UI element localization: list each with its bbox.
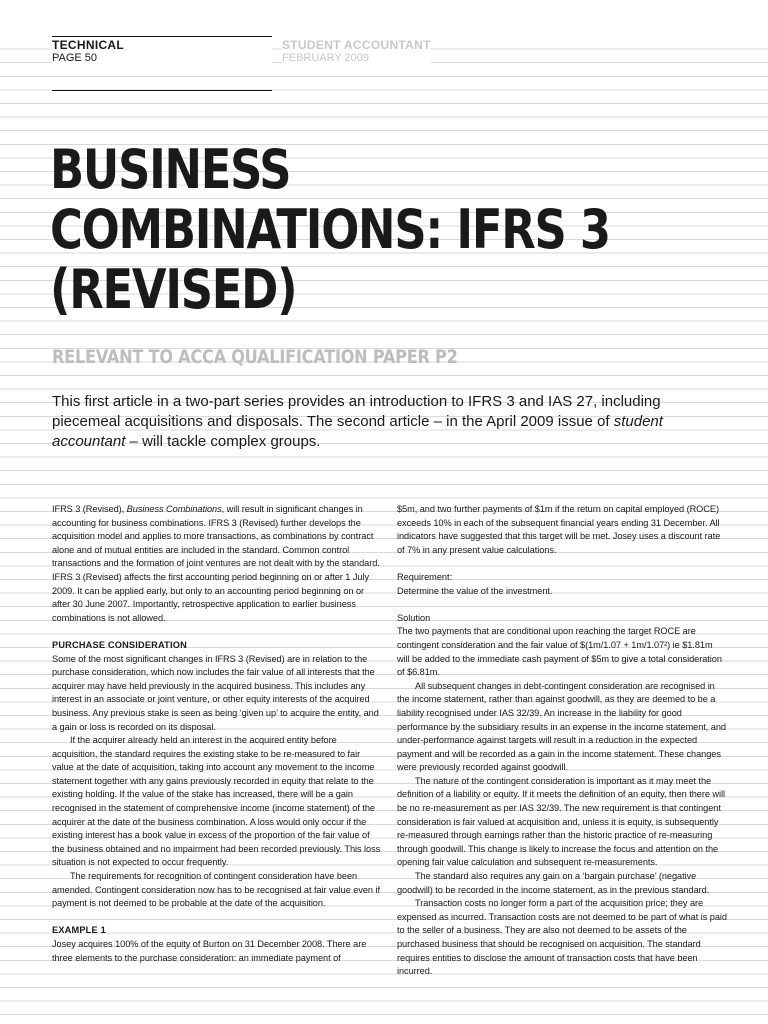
title-line-2: COMBINATIONS: IFRS 3 — [50, 198, 610, 261]
article-intro — [52, 392, 692, 452]
intro-publication-name: student accountant — [52, 413, 663, 450]
paragraph: Transaction costs no longer form a part of the acquisition price; they are expensed as incurred. Transaction costs are not deemed to be part of what is paid to the seller of a business. They are also not deemed to be assets of the purchased business that should be recognised on acquisition. The standard requires entities to disclose the amount of transaction costs that have been incurred. — [397, 898, 727, 977]
relevance-subtitle: RELEVANT TO ACCA QUALIFICATION PAPER P2 — [52, 346, 458, 368]
paragraph: Josey acquires 100% of the equity of Burton on 31 December 2008. There are three elements to the purchase consideration: an immediate payment of — [52, 939, 367, 963]
paragraph: Determine the value of the investment. — [397, 585, 553, 596]
section-label: TECHNICAL — [52, 38, 125, 52]
heading-requirement: Requirement: — [397, 571, 453, 582]
heading-purchase-consideration: PURCHASE CONSIDERATION — [52, 639, 187, 650]
title-line-1: BUSINESS — [50, 138, 291, 201]
paragraph: If the acquirer already held an interest in the acquired entity before acquisition, the standard requires the existing stake to be re-measured to fair value at the date of acquisition, taking into account any movement to the income statement together with any gains previously recorded in equity that relate to the existing holding. If the value of the stake has increased, there will be a gain recognised in the statement of comprehensive income (income statement) of the acquirer at the date of the business combination. A loss would only occur if the existing interest has a book value in excess of the proportion of the fair value of the business obtained and no impairment had been recorded previously. This loss situation is not expected to occur frequently. — [52, 735, 381, 868]
paragraph: The requirements for recognition of contingent consideration have been amended. Contingent consideration now has to be recognised at fair value even if payment is not deemed to be probable at the date of the acquisition. — [52, 871, 380, 909]
publication-block — [282, 36, 431, 64]
right-column — [397, 503, 727, 979]
left-column — [52, 503, 382, 965]
paragraph — [52, 503, 382, 625]
page-number: PAGE 50 — [52, 52, 98, 64]
issue-date: FEBRUARY 2009 — [282, 52, 370, 64]
paragraph: All subsequent changes in debt-contingent consideration are recognised in the income statement, rather than against goodwill, as they are deemed to be a liability recognised under IAS 32/39. An increase in the liability for good performance by the subsidiary results in an expense in the income statement, and under-performance against targets will result in a reduction in the expected payment and will be recorded as a gain in the income statement. These changes were previously recorded against goodwill. — [397, 680, 726, 773]
paragraph: The standard also requires any gain on a ‘bargain purchase’ (negative goodwill) to be recorded in the income statement, as in the previous standard. — [397, 871, 710, 895]
paragraph: The nature of the contingent consideration is important as it may meet the definition of a liability or equity. If it meets the definition of an equity, then there will be no re-measurement as per IAS 32/39. The new requirement is that contingent consideration is fair valued at acquisition and, unless it is equity, is subsequently re-measured through earnings rather than the historic practice of re-measuring through goodwill. This change is likely to increase the focus and attention on the opening fair value calculation and subsequent re-measurements. — [397, 775, 725, 868]
p1-standard-name: Business Combinations — [126, 504, 222, 514]
p1-text-a: IFRS 3 (Revised), — [52, 504, 127, 514]
intro-text-1: This first article in a two-part series provides an introduction to IFRS 3 and IAS 27, including piecemeal acquisitions and disposals. The second article – in the April 2009 issue of — [52, 393, 661, 430]
paragraph: The two payments that are conditional upon reaching the target ROCE are contingent consideration and the fair value of $(1m/1.07 + 1m/1.07²) ie $1.81m will be added to the immediate cash payment of $5m to give a total consideration of $6.81m. — [397, 626, 722, 678]
heading-solution: Solution — [397, 612, 431, 623]
masthead-rule — [52, 90, 272, 91]
heading-example-1: EXAMPLE 1 — [52, 925, 106, 936]
paragraph: Some of the most significant changes in IFRS 3 (Revised) are in relation to the purchase consideration, which now includes the fair value of all interests that the acquirer may have held previously in the acquired business. This includes any interest in an associate or joint venture, or other equity interests of the acquired business. Any previous stake is seen as being ‘given up’ to acquire the entity, and a gain or loss is recorded on its disposal. — [52, 653, 379, 732]
publication-name: STUDENT ACCOUNTANT — [282, 38, 431, 52]
masthead — [52, 36, 732, 96]
p1-text-b: , will result in significant changes in accounting for business combinations. IFRS 3 (Revised) further develops the acquisition model and applies to more transactions, as combinations by contract alone and of mutual entities are included in the standard. Common control transactions and the formation of joint ventures are not dealt with by the standard. IFRS 3 (Revised) affects the first accounting period beginning on or after 1 July 2009. It can be applied early, but only to an accounting period beginning on or after 30 June 2007. Importantly, retrospective application to earlier business combinations is not allowed. — [52, 504, 380, 623]
title-line-3: (REVISED) — [50, 258, 297, 321]
article-title — [50, 140, 623, 320]
section-label-block — [52, 36, 272, 64]
paragraph: $5m, and two further payments of $1m if the return on capital employed (ROCE) exceeds 10% in each of the subsequent financial years ending 31 December. All indicators have suggested that this target will be met. Josey uses a discount rate of 7% in any present value calculations. — [397, 504, 721, 555]
intro-text-2: – will tackle complex groups. — [125, 433, 321, 450]
